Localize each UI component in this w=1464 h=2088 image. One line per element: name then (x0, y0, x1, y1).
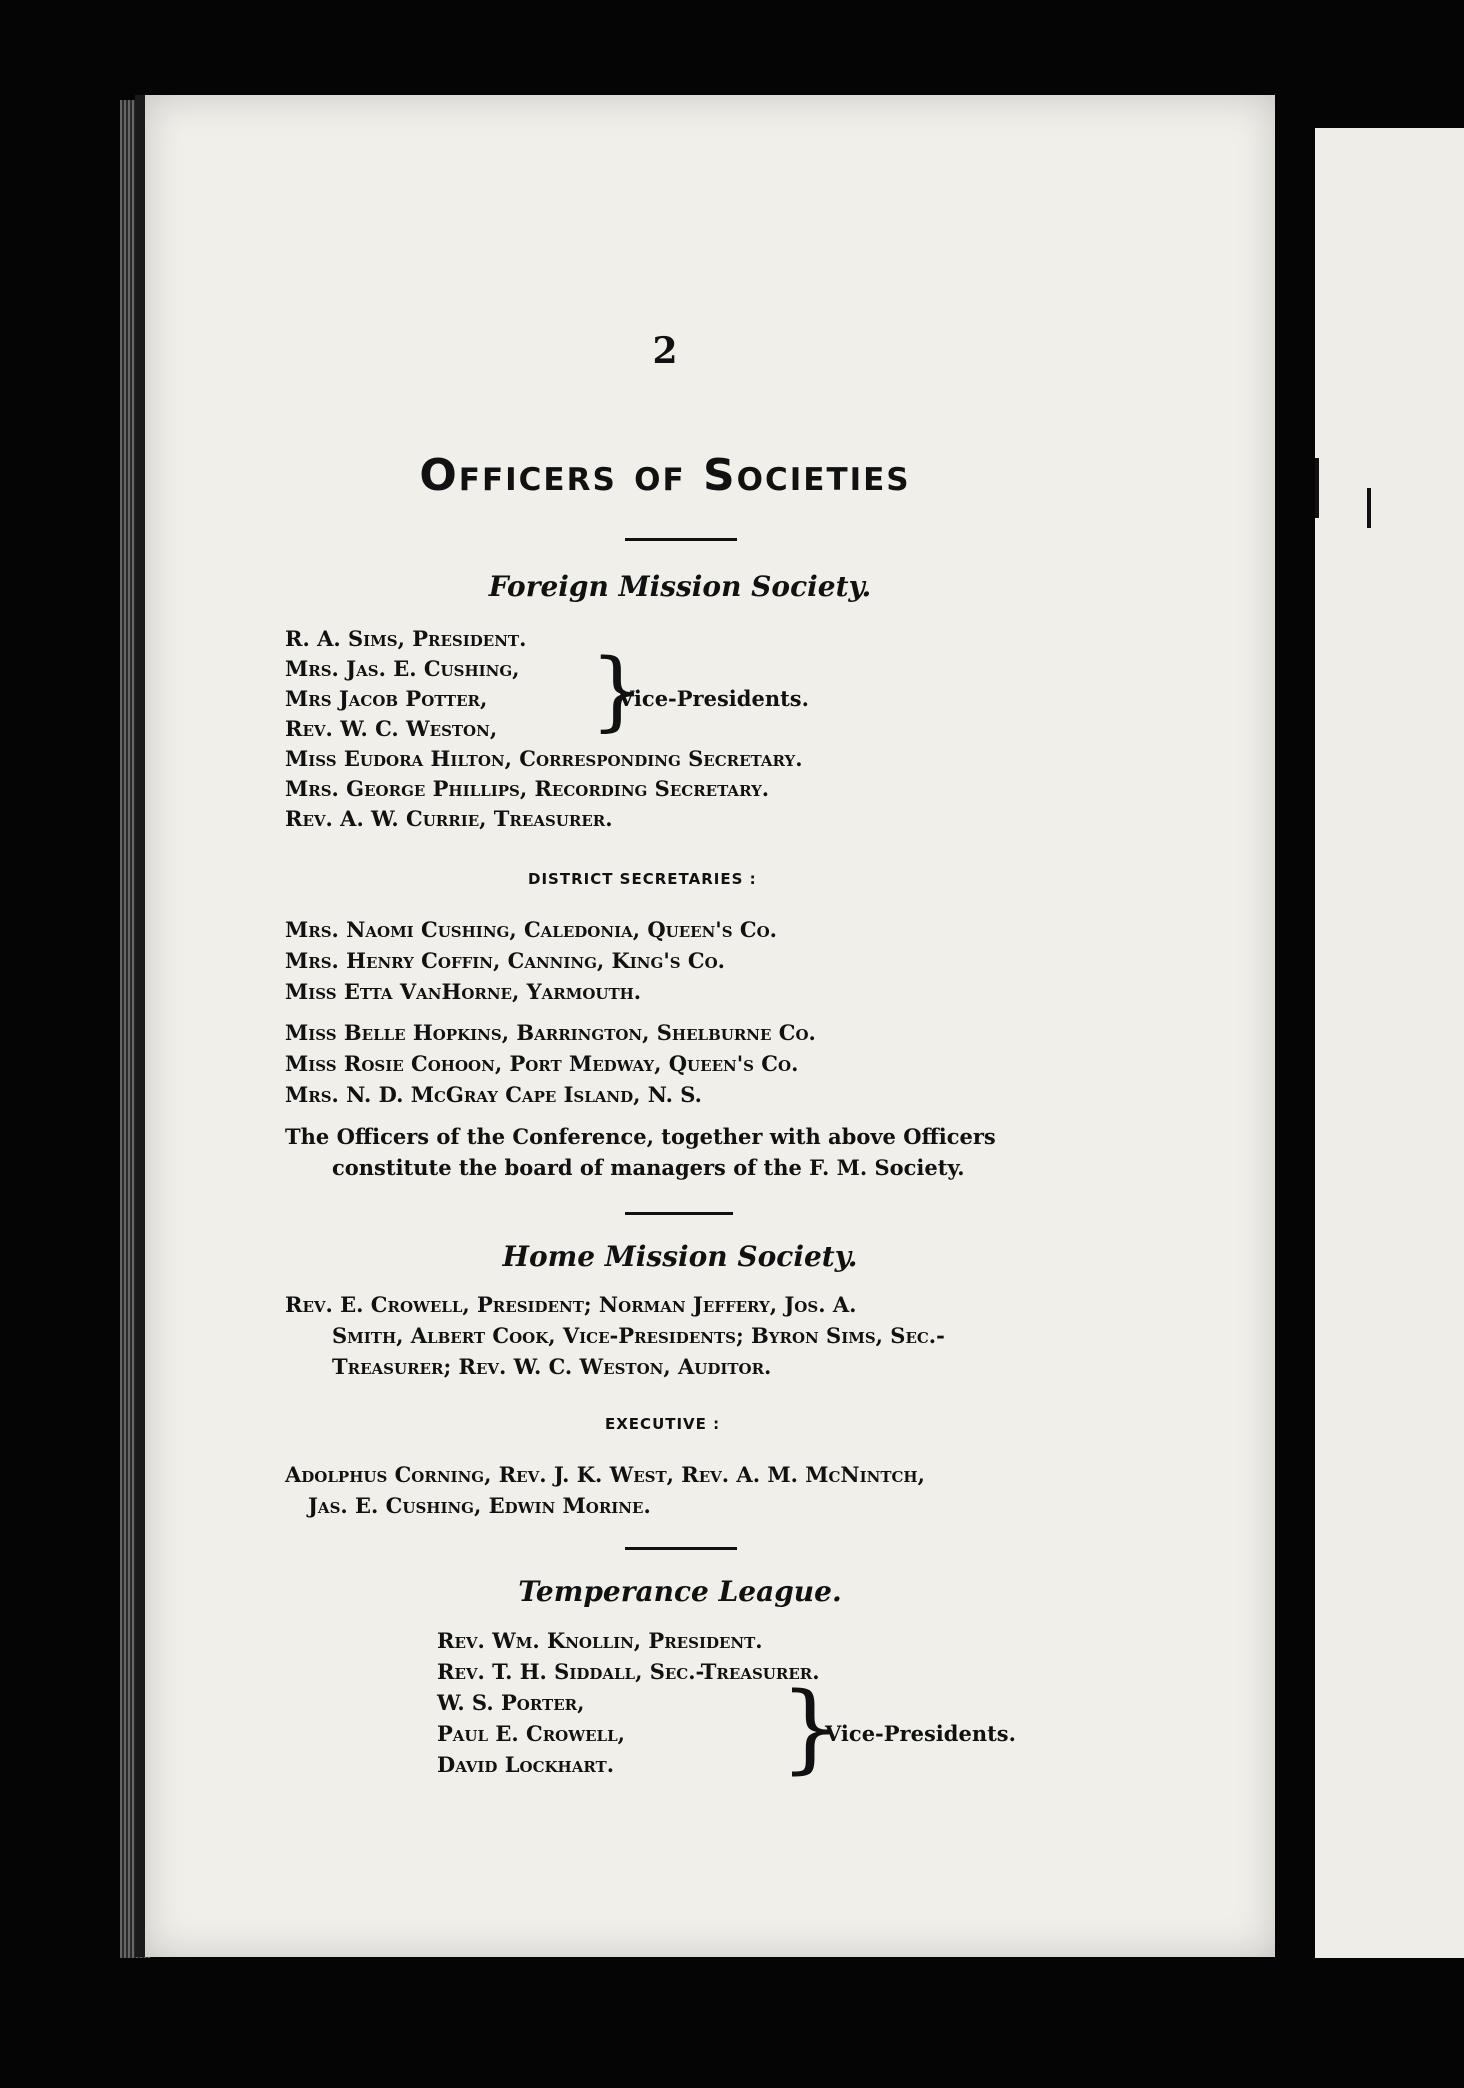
brace: } (780, 1672, 842, 1784)
officer-line: Mrs. Jas. E. Cushing, (285, 656, 520, 681)
facing-page-edge (1315, 128, 1464, 1958)
officer-line: Rev. W. C. Weston, (285, 716, 498, 741)
executive-line: Jas. E. Cushing, Edwin Morine. (308, 1493, 651, 1518)
district-line: Miss Etta VanHorne, Yarmouth. (285, 979, 642, 1004)
district-secretaries-heading: DISTRICT SECRETARIES : (528, 870, 757, 888)
officer-line: Mrs Jacob Potter, (285, 686, 488, 711)
temperance-line: Paul E. Crowell, (437, 1721, 625, 1746)
board-note-line: constitute the board of managers of the F. M. Society. (332, 1155, 965, 1180)
temperance-line: David Lockhart. (437, 1752, 615, 1777)
vice-presidents-label: Vice-Presidents. (618, 686, 809, 711)
divider (625, 538, 737, 541)
home-mission-line: Smith, Albert Cook, Vice-Presidents; Byron Sims, Sec.- (332, 1323, 945, 1348)
officer-line: Rev. A. W. Currie, Treasurer. (285, 806, 613, 831)
brace: } (590, 641, 645, 741)
ink-mark (1367, 488, 1371, 528)
officer-line: R. A. Sims, President. (285, 626, 527, 651)
temperance-line: Rev. Wm. Knollin, President. (437, 1628, 763, 1653)
foreign-mission-heading: Foreign Mission Society. (488, 570, 872, 603)
home-mission-line: Rev. E. Crowell, President; Norman Jeffery, Jos. A. (285, 1292, 857, 1317)
executive-heading: EXECUTIVE : (605, 1415, 721, 1433)
home-mission-line: Treasurer; Rev. W. C. Weston, Auditor. (332, 1354, 772, 1379)
divider (625, 1212, 733, 1215)
home-mission-heading: Home Mission Society. (502, 1240, 858, 1273)
temperance-heading: Temperance League. (518, 1575, 842, 1608)
district-line: Miss Rosie Cohoon, Port Medway, Queen's Co. (285, 1051, 799, 1076)
officer-line: Miss Eudora Hilton, Corresponding Secretary. (285, 746, 803, 771)
divider (625, 1547, 737, 1550)
vice-presidents-label: Vice-Presidents. (825, 1721, 1016, 1746)
executive-line: Adolphus Corning, Rev. J. K. West, Rev. A. M. McNintch, (285, 1462, 925, 1487)
officer-line: Mrs. George Phillips, Recording Secretary. (285, 776, 770, 801)
district-line: Mrs. Henry Coffin, Canning, King's Co. (285, 948, 725, 973)
page-number: 2 (652, 330, 678, 372)
temperance-line: Rev. T. H. Siddall, Sec.-Treasurer. (437, 1659, 820, 1684)
district-line: Mrs. N. D. McGray Cape Island, N. S. (285, 1082, 702, 1107)
board-note-line: The Officers of the Conference, together with above Officers (285, 1124, 996, 1149)
temperance-line: W. S. Porter, (437, 1690, 585, 1715)
district-line: Mrs. Naomi Cushing, Caledonia, Queen's Co. (285, 917, 777, 942)
district-line: Miss Belle Hopkins, Barrington, Shelburne Co. (285, 1020, 816, 1045)
page-title: Officers of Societies (419, 450, 911, 501)
